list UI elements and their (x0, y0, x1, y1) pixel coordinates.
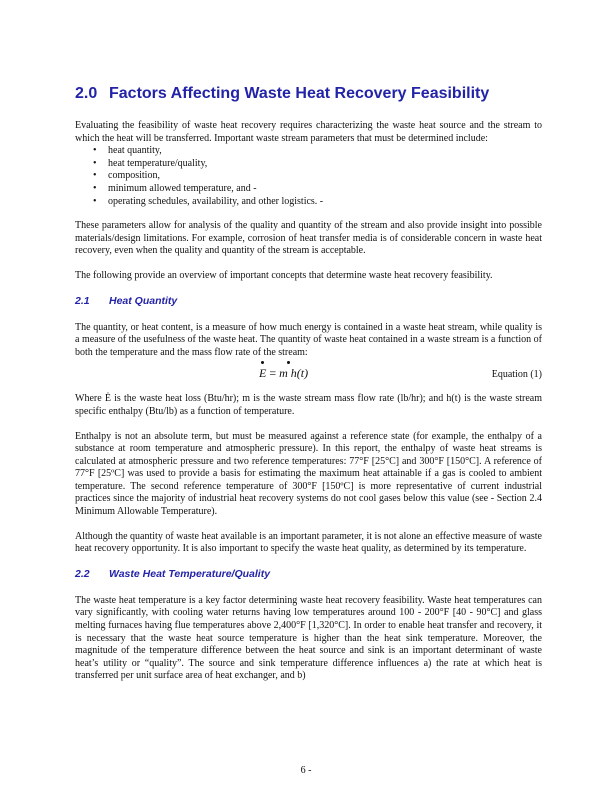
list-item: • minimum allowed temperature, and - (108, 183, 542, 196)
equation-block (75, 359, 542, 385)
list-item: • operating schedules, availability, and other logistics. - (108, 196, 542, 209)
equation-label: Equation (1) (491, 369, 542, 381)
overview-paragraph: The following provide an overview of important concepts that determine waste heat recovery feasibility. (75, 269, 493, 281)
equation-lhs: E (259, 366, 267, 381)
list-item: • heat quantity, (108, 145, 542, 158)
equation-formula (259, 367, 308, 380)
subsection-number: 2.2 (75, 567, 90, 580)
subsection-heading-heat-quantity (75, 295, 542, 308)
subsection-title: Heat Quantity (109, 294, 178, 307)
section-number: 2.0 (75, 85, 98, 102)
enthalpy-paragraph: Enthalpy is not an absolute term, but must be measured against a reference state (for example, the enthalpy of a substance at room temperature and atmospheric pressure). In this report, the enthalpy of waste heat streams is calculated at atmospheric pressure and two reference temperatures: 77°F [25°C] and 300°F [150°C]. A reference of 77°F [25ºC] was used to provide a basis for estimating the maximum heat attainable if a gas is cooled to ambient temperature. The second reference temperature of 300°F [150ºC] is more representative of current industrial practices since the majority of industrial heat recovery systems do not cool gases below this value (see - Section 2.4 Minimum Allowable Temperature). (75, 430, 542, 518)
temperature-paragraph: The waste heat temperature is a key factor determining waste heat recovery feasibility. Waste heat temperatures can vary significantly, with cooling water returns having low temperatures around 100 - 200°F [40 - 90°C] and glass melting furnaces having flue temperatures above 2,400°F [1,320°C]. In order to enable heat transfer and recovery, it is necessary that the waste heat source temperature is higher than the heat sink temperature. Moreover, the magnitude of the temperature difference between the heat source and sink is an important determinant of waste heat’s utility or “quality”. The source and sink temperature difference influences a) the rate at which heat is transferred per unit surface area of heat exchanger, and b) (75, 594, 542, 682)
section-title: Factors Affecting Waste Heat Recovery Feasibility (109, 85, 490, 102)
equation-equals: = (269, 366, 277, 381)
parameters-paragraph: These parameters allow for analysis of the quality and quantity of the stream and also provide insight into possible materials/design limitations. For example, corrosion of heat transfer media is of considerable concern in waste heat recovery, even when the quality and quantity of the stream is acceptable. (75, 220, 542, 257)
section-heading (75, 84, 542, 104)
although-paragraph: Although the quantity of waste heat available is an important parameter, it is not alone an effective measure of waste heat recovery opportunity. It is also important to specify the waste heat quality, as determined by its temperature. (75, 530, 542, 555)
list-item: • composition, (108, 170, 542, 183)
subsection-number: 2.1 (75, 294, 90, 307)
page-number: 6 - (300, 765, 312, 776)
equation-rhs: m h(t) (279, 366, 309, 381)
subsection-heading-temperature-quality (75, 568, 542, 581)
dot-accent-icon (287, 361, 290, 364)
intro-paragraph: Evaluating the feasibility of waste heat recovery requires characterizing the waste heat source and the stream to which the heat will be transferred. Important waste stream parameters that must be determined include: (75, 120, 542, 144)
subsection-title: Waste Heat Temperature/Quality (109, 567, 271, 580)
quantity-paragraph: The quantity, or heat content, is a measure of how much energy is contained in a waste heat stream, while quality is a measure of the usefulness of the waste heat. The quantity of waste heat contained in a waste stream is a function of both the temperature and the mass flow rate of the stream: (75, 321, 542, 358)
page-content (75, 84, 542, 695)
list-item: • heat temperature/quality, (108, 158, 542, 171)
dot-accent-icon (261, 361, 264, 364)
parameter-list (75, 145, 542, 208)
where-paragraph: Where Ė is the waste heat loss (Btu/hr); m is the waste stream mass flow rate (lb/hr); and h(t) is the waste stream specific enthalpy (Btu/lb) as a function of temperature. (75, 393, 542, 417)
